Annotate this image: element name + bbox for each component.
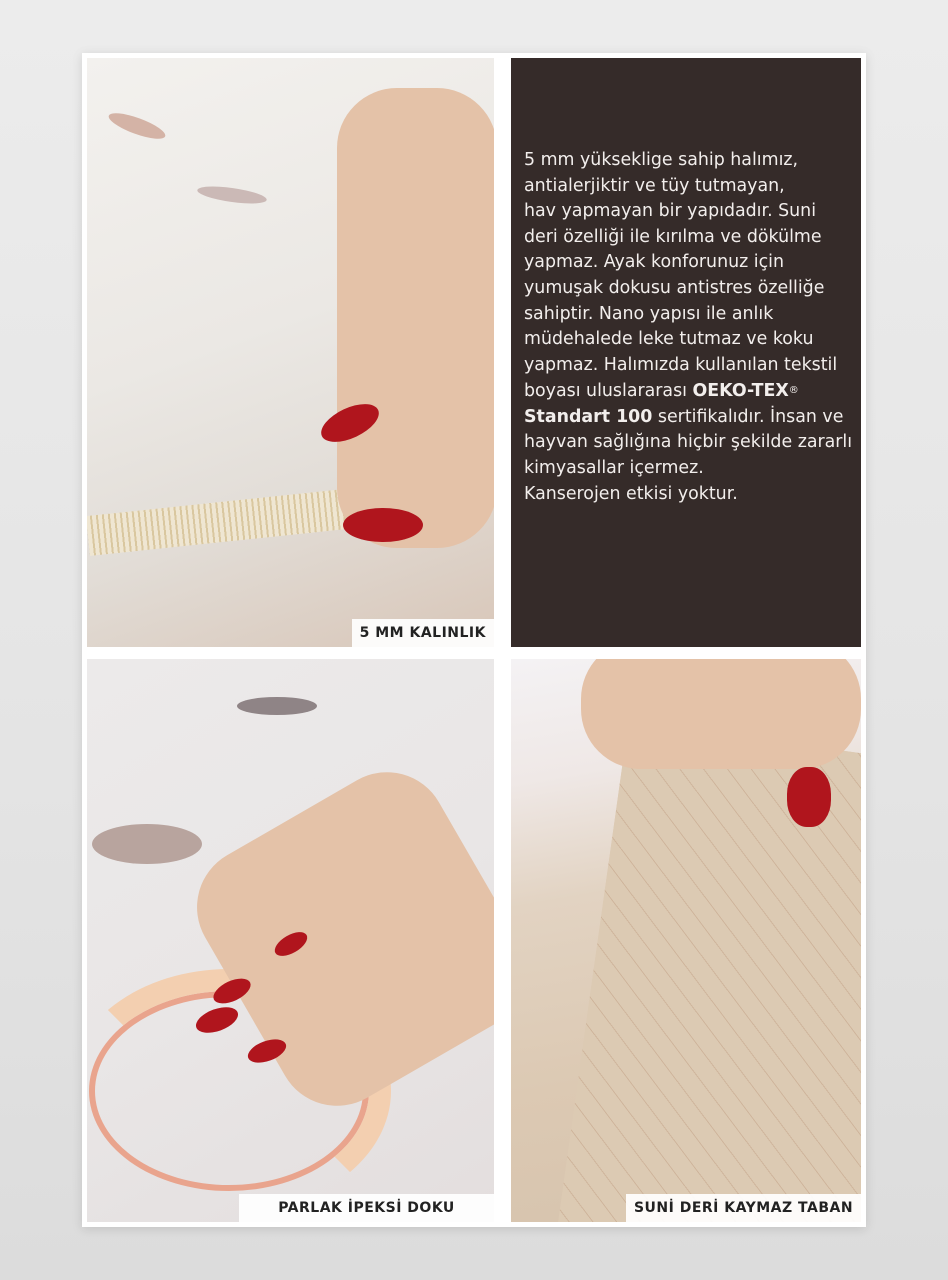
description-line: kimyasallar içermez. (524, 457, 704, 478)
description-line: sahiptir. Nano yapısı ile anlık (524, 303, 774, 324)
description-line: yumuşak dokusu antistres özelliğe (524, 277, 825, 298)
caption-base: SUNİ DERİ KAYMAZ TABAN (626, 1194, 861, 1222)
photo-thickness (87, 58, 494, 647)
description-line: müdehalede leke tutmaz ve koku (524, 329, 814, 350)
text: sertifikalıdır. İnsan ve (652, 406, 844, 427)
nail (787, 767, 831, 827)
oeko-tex-label: OEKO-TEX (692, 381, 789, 402)
hand (337, 88, 494, 548)
description-line: 5 mm yükseklige sahip halımız, (524, 150, 799, 170)
photo-texture (87, 659, 494, 1222)
description-line: hav yapmayan bir yapıdadır. Suni (524, 201, 817, 222)
description-line: antialerjiktir ve tüy tutmayan, (524, 175, 785, 196)
description-line: hayvan sağlığına hiçbir şekilde zararlı (524, 432, 853, 453)
rug-pattern-heart (106, 108, 168, 144)
text: boyası uluslararası (524, 381, 693, 402)
caption-texture: PARLAK İPEKSİ DOKU (239, 1194, 494, 1222)
description-panel (511, 58, 861, 647)
nail (343, 508, 423, 542)
rug-pattern-heart (92, 824, 202, 864)
rug-pattern-heart (196, 183, 267, 207)
standard-label: Standart 100 (524, 406, 653, 427)
rug-pattern-heart (237, 697, 317, 715)
description-line (524, 405, 859, 431)
description-text (524, 148, 859, 507)
description-line (524, 378, 859, 404)
description-line: Kanserojen etkisi yoktur. (524, 483, 738, 504)
description-line: deri özelliği ile kırılma ve dökülme (524, 226, 822, 247)
description-line: yapmaz. Ayak konforunuz için (524, 252, 785, 273)
hand (581, 659, 861, 769)
registered-mark: ® (788, 385, 799, 397)
description-line: yapmaz. Halımızda kullanılan tekstil (524, 354, 838, 375)
caption-thickness: 5 MM KALINLIK (352, 619, 494, 647)
photo-base (511, 659, 861, 1222)
